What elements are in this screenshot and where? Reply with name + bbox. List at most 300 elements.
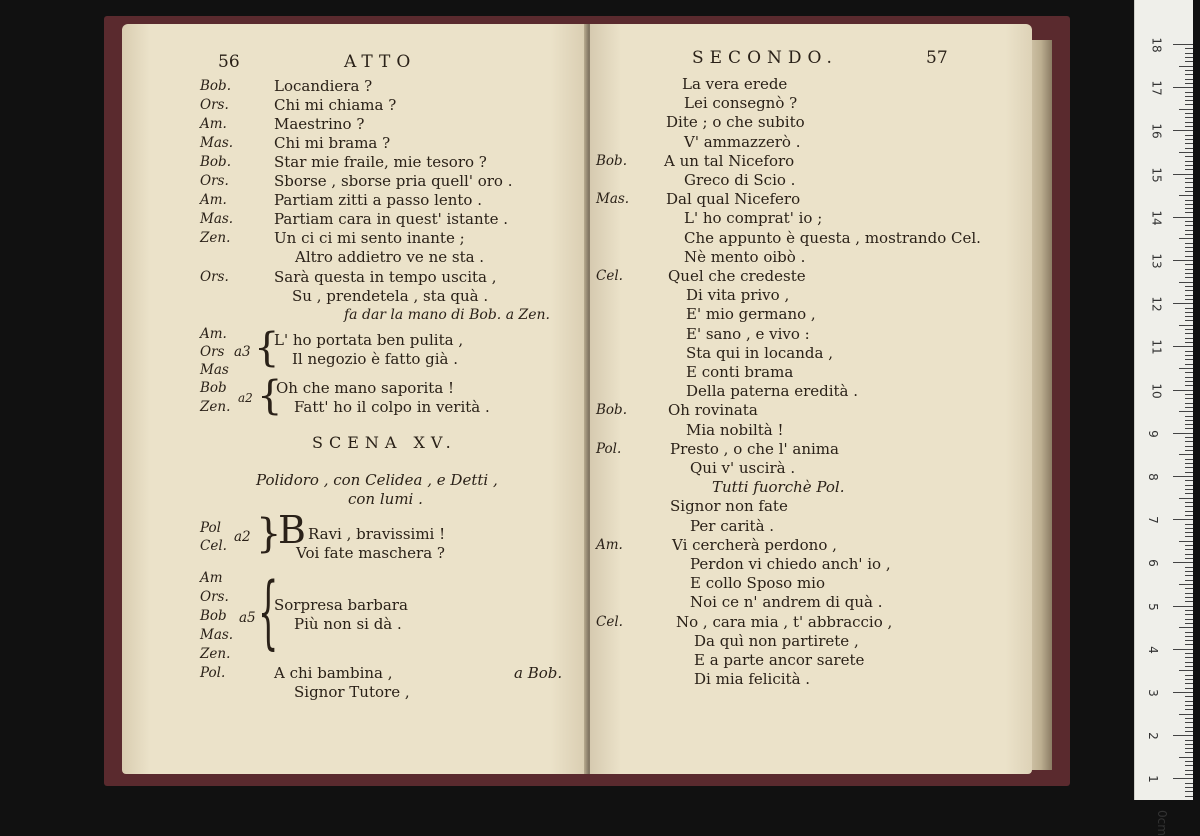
ruler-tick (1179, 541, 1193, 542)
ruler-label: 2 (1145, 732, 1160, 741)
ruler-tick (1173, 217, 1193, 218)
speaker-label: Bob. (200, 154, 231, 170)
verse-line: L' ho portata ben pulita , (274, 331, 464, 349)
verse-line: Altro addietro ve ne sta . (295, 248, 485, 266)
ruler-tick (1185, 740, 1193, 741)
ruler-tick (1185, 744, 1193, 745)
verse-line: E' sano , e vivo : (686, 324, 810, 343)
ruler-tick (1185, 511, 1193, 512)
ruler-tick (1185, 796, 1193, 797)
page-edges (1030, 40, 1052, 770)
ruler-tick (1185, 485, 1193, 486)
stage-direction: Tutti fuorchè Pol. (712, 478, 845, 497)
verse-line: Su , prendetela , sta quà . (292, 287, 489, 305)
verse-line: E collo Sposo mio (690, 574, 825, 593)
ruler-tick (1179, 368, 1193, 369)
speaker-label: Am. (200, 116, 227, 132)
ruler-tick (1173, 87, 1193, 88)
verse-line: E a parte ancor sarete (694, 651, 865, 669)
ruler-tick (1173, 174, 1193, 175)
ruler-tick (1185, 295, 1193, 296)
ruler-tick (1185, 761, 1193, 762)
ruler-label: 15 (1149, 166, 1164, 183)
verse-line: La vera erede (682, 75, 788, 93)
ruler-tick (1185, 446, 1193, 447)
verse-line: L' ho comprat' io ; (684, 209, 823, 228)
speaker-label: Am. (200, 326, 227, 342)
ruler-tick (1185, 247, 1193, 248)
ruler-tick (1185, 480, 1193, 481)
verse-line: Nè mento oibò . (684, 247, 806, 266)
ruler-tick (1185, 273, 1193, 274)
ruler-tick (1179, 152, 1193, 153)
verse-line: Di vita privo , (686, 286, 790, 305)
verse-line: Locandiera ? (274, 77, 373, 95)
ensemble-label: a2 (234, 529, 251, 545)
right-page (590, 24, 1032, 774)
ruler-tick (1185, 657, 1193, 658)
ruler-tick (1185, 100, 1193, 101)
verse-line: Quel che credeste (668, 267, 806, 285)
stage-direction: fa dar la mano di Bob. a Zen. (344, 307, 550, 323)
ruler-tick (1185, 403, 1193, 404)
speaker-label: Ors. (200, 589, 229, 605)
ruler-tick (1173, 562, 1193, 563)
ruler-label: 10 (1149, 382, 1164, 399)
ruler-tick (1185, 549, 1193, 550)
ruler-tick (1185, 459, 1193, 460)
ruler-tick (1185, 290, 1193, 291)
verse-line: Ravi , bravissimi ! (308, 525, 446, 543)
speaker-label: Mas (200, 362, 229, 378)
ruler-tick (1185, 225, 1193, 226)
verse-line: Lei consegnò ? (684, 94, 798, 113)
speaker-label: Mas. (200, 211, 234, 227)
ruler-tick (1185, 53, 1193, 54)
ruler-tick (1179, 195, 1193, 196)
ruler-tick (1185, 416, 1193, 417)
ruler-tick (1185, 653, 1193, 654)
ruler-label: 13 (1149, 253, 1164, 269)
ruler-tick (1185, 342, 1193, 343)
verse-line: Oh rovinata (668, 401, 758, 420)
ruler-tick (1185, 424, 1193, 425)
speaker-label: Ors (200, 344, 225, 360)
running-head: ATTO (344, 52, 417, 72)
ruler-tick (1185, 351, 1193, 352)
ruler-tick (1173, 692, 1193, 693)
page-number: 57 (926, 48, 948, 68)
ruler-tick (1185, 83, 1193, 84)
ruler-tick (1185, 467, 1193, 468)
verse-line: V' ammazzerò . (684, 132, 801, 151)
speaker-label: Bob. (200, 78, 231, 94)
verse-line: Che appunto è questa , mostrando Cel. (684, 228, 981, 247)
ruler-tick (1185, 251, 1193, 252)
verse-line: Mia nobiltà ! (686, 420, 784, 439)
ruler-tick (1185, 636, 1193, 637)
ruler-tick (1185, 428, 1193, 429)
ruler-tick (1185, 61, 1193, 62)
brace-icon: { (258, 565, 279, 658)
ruler-tick (1185, 493, 1193, 494)
ruler-tick (1185, 243, 1193, 244)
ruler-tick (1173, 346, 1193, 347)
verse-line: Oh che mano saporita ! (276, 379, 455, 397)
ruler-tick (1185, 787, 1193, 788)
ruler-tick (1185, 472, 1193, 473)
ruler-label: 3 (1145, 689, 1160, 697)
ruler-tick (1185, 79, 1193, 80)
verse-line: Un ci ci mi sento inante ; (274, 229, 465, 247)
speaker-label: Ors. (200, 97, 229, 113)
left-page (122, 24, 588, 774)
ruler-tick (1185, 117, 1193, 118)
ruler-tick (1185, 57, 1193, 58)
ruler-tick (1185, 536, 1193, 537)
ruler-tick (1185, 722, 1193, 723)
ruler-tick (1185, 316, 1193, 317)
stage-direction: con lumi . (348, 490, 423, 508)
ruler-tick (1185, 532, 1193, 533)
scene-title: SCENA XV. (312, 433, 457, 452)
verse-line: E' mio germano , (686, 305, 816, 324)
speaker-label: Cel. (200, 538, 227, 554)
ruler-tick (1179, 627, 1193, 628)
speaker-label: Ors. (200, 269, 229, 285)
verse-line: Qui v' uscirà . (690, 459, 796, 477)
verse-line: Da quì non partirete , (694, 631, 859, 650)
ruler-tick (1179, 411, 1193, 412)
verse-line: E conti brama (686, 363, 794, 381)
ruler-tick (1185, 502, 1193, 503)
ruler-tick (1185, 355, 1193, 356)
ruler-tick (1185, 200, 1193, 201)
ruler-tick (1185, 437, 1193, 438)
verse-line: Per carità . (690, 516, 775, 535)
speaker-label: Zen. (200, 230, 231, 246)
verse-line: Fatt' ho il colpo in verità . (294, 398, 490, 416)
speaker-label: Pol (200, 520, 221, 536)
ruler-label: 0cm (1154, 809, 1169, 836)
speaker-label: Pol. (596, 440, 622, 457)
ruler-tick (1185, 528, 1193, 529)
ruler-tick (1179, 454, 1193, 455)
ruler-tick (1185, 683, 1193, 684)
ruler-tick (1185, 178, 1193, 179)
speaker-label: Zen. (200, 646, 231, 662)
page-number: 56 (218, 52, 240, 72)
ruler-tick (1185, 398, 1193, 399)
ruler-tick (1185, 161, 1193, 162)
ensemble-label: a2 (238, 391, 253, 405)
ruler-tick (1185, 774, 1193, 775)
ruler-tick (1185, 148, 1193, 149)
ruler-tick (1185, 420, 1193, 421)
ruler-tick (1185, 623, 1193, 624)
speaker-label: Cel. (596, 268, 623, 284)
verse-line: Partiam cara in quest' istante . (274, 210, 509, 228)
ruler-tick (1185, 748, 1193, 749)
ruler-label: 18 (1149, 37, 1164, 53)
ruler-label: 9 (1145, 429, 1160, 438)
verse-line: Partiam zitti a passo lento . (274, 191, 482, 209)
ruler-tick (1185, 450, 1193, 451)
ruler-tick (1185, 709, 1193, 710)
ruler-tick (1185, 364, 1193, 365)
speaker-label: Am. (596, 536, 623, 553)
ruler-tick (1185, 770, 1193, 771)
ruler-tick (1185, 156, 1193, 157)
ruler-tick (1185, 70, 1193, 71)
ruler-tick (1185, 182, 1193, 183)
ruler-tick (1185, 277, 1193, 278)
ruler-tick (1185, 256, 1193, 257)
ruler-tick (1185, 524, 1193, 525)
running-head: SECONDO. (692, 48, 838, 68)
stage-direction: a Bob. (514, 664, 563, 682)
speaker-label: Bob (200, 608, 227, 624)
ruler-tick (1185, 567, 1193, 568)
verse-line: Voi fate maschera ? (296, 544, 445, 562)
ruler-label: 14 (1149, 210, 1164, 226)
ruler-label: 17 (1149, 80, 1164, 96)
ruler-tick (1185, 489, 1193, 490)
ruler-tick (1185, 644, 1193, 645)
ruler-tick (1185, 104, 1193, 105)
ruler-tick (1185, 705, 1193, 706)
ruler-tick (1173, 260, 1193, 261)
ruler-tick (1185, 113, 1193, 114)
ruler-tick (1185, 662, 1193, 663)
ruler-tick (1185, 308, 1193, 309)
ruler-tick (1185, 385, 1193, 386)
ruler-tick (1185, 329, 1193, 330)
ruler-tick (1179, 584, 1193, 585)
verse-line: No , cara mia , t' abbraccio , (676, 612, 893, 631)
ruler-label: 11 (1149, 339, 1164, 356)
ruler-tick (1185, 407, 1193, 408)
ruler-tick (1185, 264, 1193, 265)
verse-line: Il negozio è fatto già . (292, 350, 459, 368)
ensemble-label: a5 (239, 610, 256, 626)
verse-line: Dal qual Nicefero (666, 190, 801, 209)
speaker-label: Bob. (596, 402, 627, 419)
ruler-tick (1185, 187, 1193, 188)
ruler-label: 7 (1145, 516, 1160, 525)
verse-line: Sta qui in locanda , (686, 343, 833, 362)
ruler-tick (1179, 282, 1193, 283)
verse-line: Di mia felicità . (694, 670, 811, 689)
ruler-tick (1185, 632, 1193, 633)
speaker-label: Am. (200, 192, 227, 208)
ruler-tick (1185, 312, 1193, 313)
ruler-tick (1173, 519, 1193, 520)
ruler-tick (1185, 791, 1193, 792)
ruler-tick (1173, 778, 1193, 779)
ruler-tick (1173, 303, 1193, 304)
ruler-label: 16 (1149, 123, 1164, 140)
speaker-label: Bob. (596, 152, 627, 169)
speaker-label: Pol. (200, 665, 226, 681)
ruler-tick (1185, 506, 1193, 507)
ruler-tick (1185, 675, 1193, 676)
ruler-tick (1185, 48, 1193, 49)
stage-direction: Polidoro , con Celidea , e Detti , (256, 471, 498, 489)
ruler-tick (1185, 372, 1193, 373)
ruler-tick (1185, 545, 1193, 546)
ruler-tick (1185, 126, 1193, 127)
ruler-tick (1185, 701, 1193, 702)
ruler-tick (1179, 714, 1193, 715)
measurement-ruler (1134, 0, 1193, 836)
ruler-tick (1173, 649, 1193, 650)
ruler-tick (1185, 619, 1193, 620)
ruler-tick (1185, 718, 1193, 719)
speaker-label: Mas. (596, 191, 630, 208)
ruler-label: 12 (1149, 296, 1164, 312)
ruler-tick (1185, 139, 1193, 140)
ensemble-label: a3 (234, 344, 251, 360)
verse-line: Signor Tutore , (294, 683, 410, 701)
ruler-tick (1185, 593, 1193, 594)
ruler-tick (1185, 597, 1193, 598)
ruler-tick (1185, 571, 1193, 572)
ruler-tick (1185, 359, 1193, 360)
ruler-tick (1179, 670, 1193, 671)
brace-icon: { (254, 325, 280, 371)
ruler-tick (1185, 74, 1193, 75)
ruler-tick (1185, 394, 1193, 395)
speaker-label: Mas. (200, 627, 234, 643)
ruler-tick (1185, 338, 1193, 339)
verse-line: Sborse , sborse pria quell' oro . (274, 172, 513, 190)
verse-line: Sarà questa in tempo uscita , (274, 268, 497, 286)
ruler-tick (1173, 44, 1193, 45)
ruler-tick (1185, 696, 1193, 697)
ruler-tick (1179, 498, 1193, 499)
ruler-tick (1185, 96, 1193, 97)
ruler-tick (1185, 688, 1193, 689)
ruler-tick (1185, 269, 1193, 270)
verse-line: Presto , o che l' anima (670, 439, 839, 458)
ruler-tick (1173, 433, 1193, 434)
speaker-label: Cel. (596, 613, 623, 630)
speaker-label: Zen. (200, 399, 231, 415)
ruler-tick (1179, 238, 1193, 239)
ruler-tick (1185, 554, 1193, 555)
ruler-tick (1185, 515, 1193, 516)
ruler-tick (1185, 92, 1193, 93)
verse-line: Star mie fraile, mie tesoro ? (274, 153, 487, 171)
ruler-tick (1173, 130, 1193, 131)
ruler-tick (1185, 601, 1193, 602)
ruler-tick (1185, 299, 1193, 300)
ruler-tick (1185, 122, 1193, 123)
verse-line: Perdon vi chiedo anch' io , (690, 555, 891, 573)
ruler-tick (1185, 377, 1193, 378)
ruler-tick (1185, 558, 1193, 559)
ruler-tick (1185, 580, 1193, 581)
verse-line: Dite ; o che subito (666, 113, 805, 132)
ruler-tick (1185, 463, 1193, 464)
ruler-tick (1185, 212, 1193, 213)
ruler-tick (1185, 731, 1193, 732)
verse-line: Della paterna eredità . (686, 382, 859, 401)
ruler-tick (1185, 752, 1193, 753)
ruler-tick (1185, 765, 1193, 766)
ruler-tick (1185, 640, 1193, 641)
ruler-tick (1179, 757, 1193, 758)
ruler-tick (1173, 476, 1193, 477)
verse-line: Signor non fate (670, 497, 788, 516)
ruler-tick (1185, 191, 1193, 192)
ruler-tick (1185, 575, 1193, 576)
ruler-tick (1173, 606, 1193, 607)
drop-cap: B (278, 508, 306, 552)
ruler-tick (1185, 169, 1193, 170)
ruler-tick (1179, 325, 1193, 326)
ruler-tick (1185, 727, 1193, 728)
ruler-tick (1173, 735, 1193, 736)
ruler-tick (1185, 286, 1193, 287)
ruler-tick (1185, 381, 1193, 382)
ruler-tick (1185, 610, 1193, 611)
ruler-tick (1185, 221, 1193, 222)
verse-line: Più non si dà . (294, 615, 402, 633)
ruler-tick (1173, 390, 1193, 391)
ruler-label: 4 (1145, 645, 1160, 654)
speaker-label: Am (200, 570, 223, 586)
ruler-tick (1179, 66, 1193, 67)
ruler-tick (1185, 204, 1193, 205)
ruler-label: 1 (1145, 775, 1160, 784)
ruler-tick (1185, 320, 1193, 321)
ruler-tick (1185, 333, 1193, 334)
ruler-tick (1185, 783, 1193, 784)
verse-line: Chi mi brama ? (274, 134, 391, 152)
brace-icon: { (257, 373, 283, 419)
verse-line: Sorpresa barbara (274, 596, 408, 614)
speaker-label: Bob (200, 380, 227, 396)
ruler-label: 6 (1145, 559, 1160, 568)
ruler-label: 5 (1145, 602, 1160, 611)
verse-line: Noi ce n' andrem di quà . (690, 593, 883, 612)
verse-line: Chi mi chiama ? (274, 96, 397, 114)
ruler-label: 8 (1145, 473, 1160, 481)
verse-line: A un tal Niceforo (664, 151, 795, 170)
ruler-tick (1185, 614, 1193, 615)
verse-line: Greco di Scio . (684, 171, 796, 189)
verse-line: Vi cercherà perdono , (672, 535, 837, 554)
brace-icon: } (256, 511, 282, 557)
ruler-tick (1185, 234, 1193, 235)
ruler-tick (1185, 165, 1193, 166)
ruler-tick (1185, 441, 1193, 442)
verse-line: Maestrino ? (274, 115, 365, 133)
ruler-tick (1185, 143, 1193, 144)
ruler-tick (1179, 109, 1193, 110)
speaker-label: Ors. (200, 173, 229, 189)
ruler-tick (1185, 588, 1193, 589)
ruler-tick (1185, 679, 1193, 680)
ruler-tick (1185, 666, 1193, 667)
ruler-tick (1185, 135, 1193, 136)
ruler-tick (1185, 230, 1193, 231)
verse-line: A chi bambina , (274, 664, 393, 682)
ruler-tick (1185, 208, 1193, 209)
speaker-label: Mas. (200, 135, 234, 151)
